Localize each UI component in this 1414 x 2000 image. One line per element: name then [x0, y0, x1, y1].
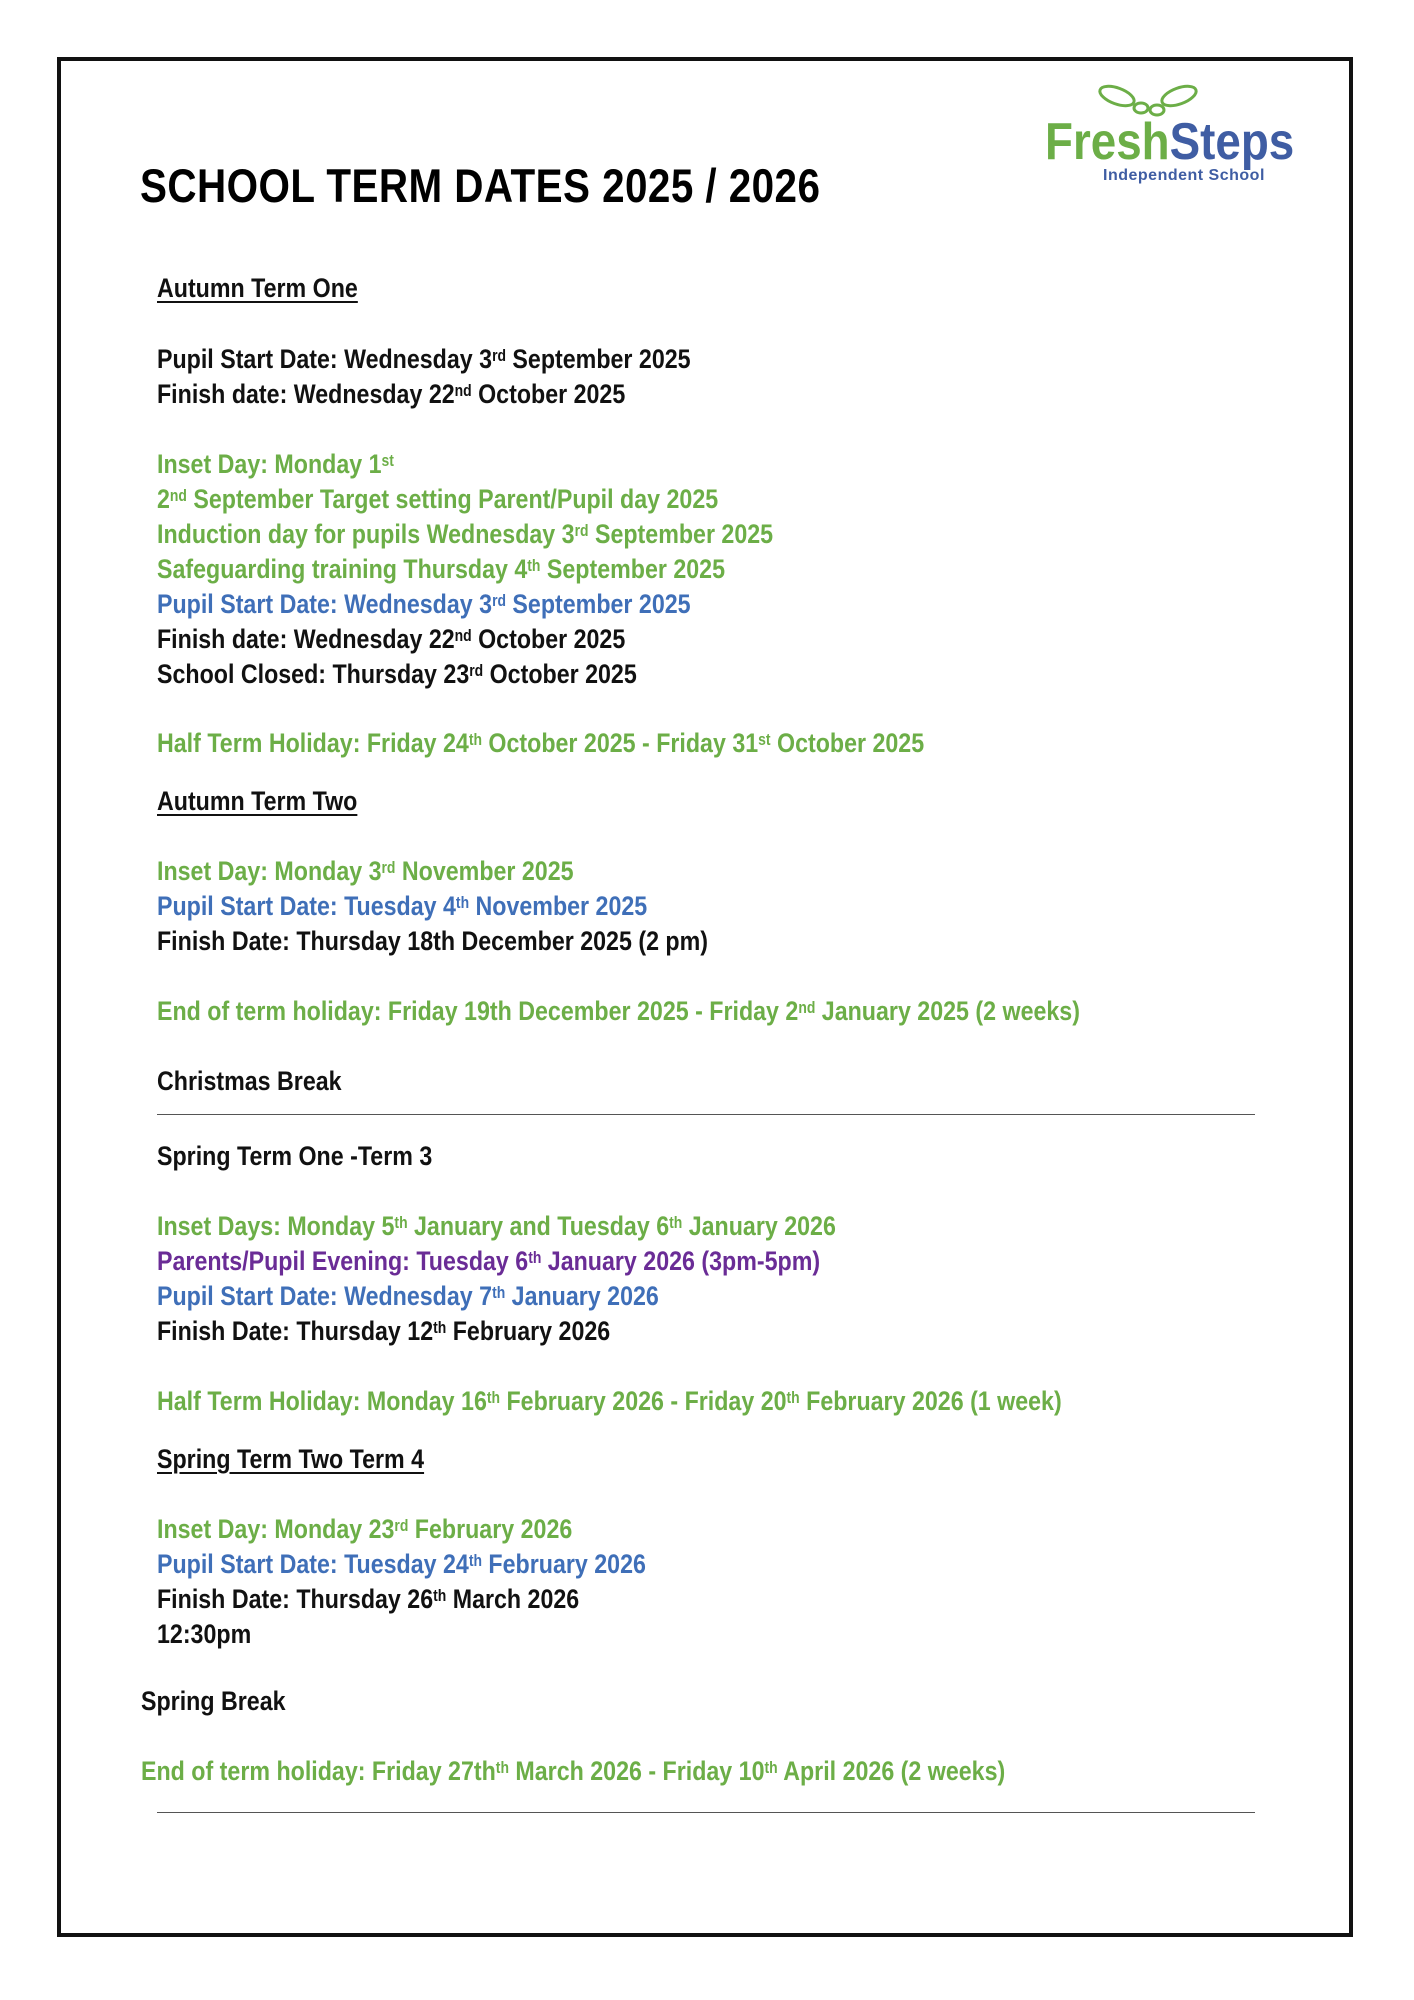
divider-line	[157, 1812, 1255, 1813]
term-date-line	[157, 1140, 432, 1172]
line-text: November 2025	[469, 891, 648, 921]
line-text: 2	[157, 484, 170, 514]
ordinal-suffix: th	[669, 1214, 683, 1232]
line-text: Induction day for pupils Wednesday 3	[157, 519, 575, 549]
ordinal-suffix: rd	[469, 662, 484, 680]
line-text: January and Tuesday 6	[407, 1211, 670, 1241]
ordinal-suffix: rd	[394, 1517, 409, 1535]
ordinal-suffix: rd	[574, 522, 589, 540]
term-date-line	[157, 1618, 251, 1650]
line-text: Parents/Pupil Evening: Tuesday 6	[157, 1246, 529, 1276]
term-date-line	[157, 518, 773, 550]
line-text: October 2025	[471, 379, 626, 409]
line-text: February 2026	[446, 1316, 611, 1346]
line-text: February 2026 - Friday 20	[500, 1386, 787, 1416]
term-date-line	[157, 1065, 342, 1097]
line-text: End of term holiday: Friday 27th	[141, 1756, 496, 1786]
term-date-line	[157, 483, 718, 515]
ordinal-suffix: th	[764, 1759, 778, 1777]
section-heading	[157, 785, 357, 817]
term-date-line	[157, 553, 725, 585]
term-date-line	[157, 1548, 646, 1580]
line-text: Christmas Break	[157, 1066, 342, 1096]
ordinal-suffix: st	[758, 731, 771, 749]
line-text: Pupil Start Date: Wednesday 7	[157, 1281, 493, 1311]
ordinal-suffix: th	[786, 1389, 800, 1407]
term-date-line	[157, 925, 708, 957]
line-text: Inset Day: Monday 3	[157, 856, 382, 886]
section-heading	[157, 272, 358, 304]
line-text: Safeguarding training Thursday 4	[157, 554, 528, 584]
term-date-line	[157, 1513, 572, 1545]
term-date-line	[141, 1755, 1005, 1787]
line-text: February 2026	[408, 1514, 573, 1544]
ordinal-suffix: th	[527, 557, 541, 575]
line-text: Inset Day: Monday 23	[157, 1514, 395, 1544]
line-text: School Closed: Thursday 23	[157, 659, 470, 689]
line-text: October 2025	[770, 728, 925, 758]
line-text: Pupil Start Date: Wednesday 3	[157, 344, 493, 374]
line-text: February 2026	[481, 1549, 646, 1579]
ordinal-suffix: rd	[492, 347, 506, 365]
ordinal-suffix: th	[455, 894, 470, 912]
line-text: 12:30pm	[157, 1619, 252, 1649]
ordinal-suffix: th	[394, 1214, 408, 1232]
ordinal-suffix: nd	[454, 382, 472, 400]
term-date-line	[157, 588, 691, 620]
line-text: March 2026 - Friday 10	[508, 1756, 765, 1786]
line-text: Pupil Start Date: Tuesday 24	[157, 1549, 469, 1579]
term-date-line	[157, 995, 1080, 1027]
line-text: Spring Break	[141, 1686, 286, 1716]
line-text: Spring Term One -Term 3	[157, 1141, 433, 1171]
line-text: Finish Date: Thursday 18th December 2025 (2 pm)	[157, 926, 709, 956]
ordinal-suffix: nd	[169, 487, 187, 505]
line-text: April 2026 (2 weeks)	[777, 1756, 1006, 1786]
divider-line	[157, 1114, 1255, 1115]
line-text: Pupil Start Date: Wednesday 3	[157, 589, 493, 619]
line-text: October 2025	[483, 659, 637, 689]
line-text: Autumn Term Two	[157, 786, 358, 816]
line-text: Finish date: Wednesday 22	[157, 379, 455, 409]
line-text: Inset Day: Monday 1	[157, 449, 382, 479]
ordinal-suffix: rd	[381, 859, 396, 877]
ordinal-suffix: nd	[454, 627, 472, 645]
term-date-line	[157, 623, 625, 655]
line-text: March 2026	[446, 1584, 580, 1614]
term-date-line	[157, 1245, 820, 1277]
line-text: January 2026 (3pm-5pm)	[541, 1246, 821, 1276]
logo-word-steps: Steps	[1169, 113, 1295, 171]
line-text: October 2025	[471, 624, 626, 654]
term-date-line	[157, 1280, 659, 1312]
line-text: October 2025 - Friday 31	[481, 728, 759, 758]
line-text: Autumn Term One	[157, 273, 358, 303]
line-text: Spring Term Two Term 4	[157, 1444, 425, 1474]
line-text: January 2026	[505, 1281, 659, 1311]
logo-wordmark	[1045, 112, 1294, 172]
line-text: January 2025 (2 weeks)	[815, 996, 1080, 1026]
ordinal-suffix: th	[492, 1284, 506, 1302]
line-text: September 2025	[540, 554, 726, 584]
line-text: November 2025	[395, 856, 574, 886]
term-date-line	[157, 890, 647, 922]
ordinal-suffix: th	[528, 1249, 542, 1267]
term-date-line	[157, 658, 637, 690]
section-heading	[157, 1443, 424, 1475]
line-text: September 2025	[505, 344, 691, 374]
line-text: September Target setting Parent/Pupil day 2025	[186, 484, 719, 514]
ordinal-suffix: th	[433, 1587, 447, 1605]
term-date-line	[157, 1583, 579, 1615]
school-logo	[1045, 82, 1325, 192]
term-date-line	[157, 343, 691, 375]
line-text: Finish date: Wednesday 22	[157, 624, 455, 654]
line-text: January 2026	[682, 1211, 836, 1241]
ordinal-suffix: th	[486, 1389, 501, 1407]
line-text: Pupil Start Date: Tuesday 4	[157, 891, 456, 921]
term-date-line	[157, 378, 625, 410]
term-date-line	[141, 1685, 286, 1717]
term-date-line	[157, 855, 574, 887]
term-date-line	[157, 1210, 836, 1242]
ordinal-suffix: th	[495, 1759, 509, 1777]
line-text: Finish Date: Thursday 12	[157, 1316, 434, 1346]
ordinal-suffix: th	[433, 1319, 447, 1337]
logo-subtitle: Independent School	[1103, 167, 1265, 184]
line-text: September 2025	[588, 519, 774, 549]
ordinal-suffix: th	[468, 1552, 482, 1570]
line-text: Half Term Holiday: Friday 24	[157, 728, 469, 758]
line-text: Finish Date: Thursday 26	[157, 1584, 434, 1614]
term-date-line	[157, 727, 924, 759]
line-text: September 2025	[505, 589, 691, 619]
term-date-line	[157, 1385, 1062, 1417]
line-text: February 2026 (1 week)	[799, 1386, 1062, 1416]
term-date-line	[157, 1315, 610, 1347]
term-date-line	[157, 448, 394, 480]
ordinal-suffix: rd	[492, 592, 506, 610]
ordinal-suffix: nd	[798, 999, 816, 1017]
ordinal-suffix: st	[381, 452, 394, 470]
line-text: Inset Days: Monday 5	[157, 1211, 395, 1241]
ordinal-suffix: th	[468, 731, 482, 749]
logo-word-fresh: Fresh	[1045, 113, 1170, 171]
line-text: Half Term Holiday: Monday 16	[157, 1386, 487, 1416]
page-title: SCHOOL TERM DATES 2025 / 2026	[140, 159, 821, 212]
line-text: End of term holiday: Friday 19th December 2025 - Friday 2	[157, 996, 799, 1026]
